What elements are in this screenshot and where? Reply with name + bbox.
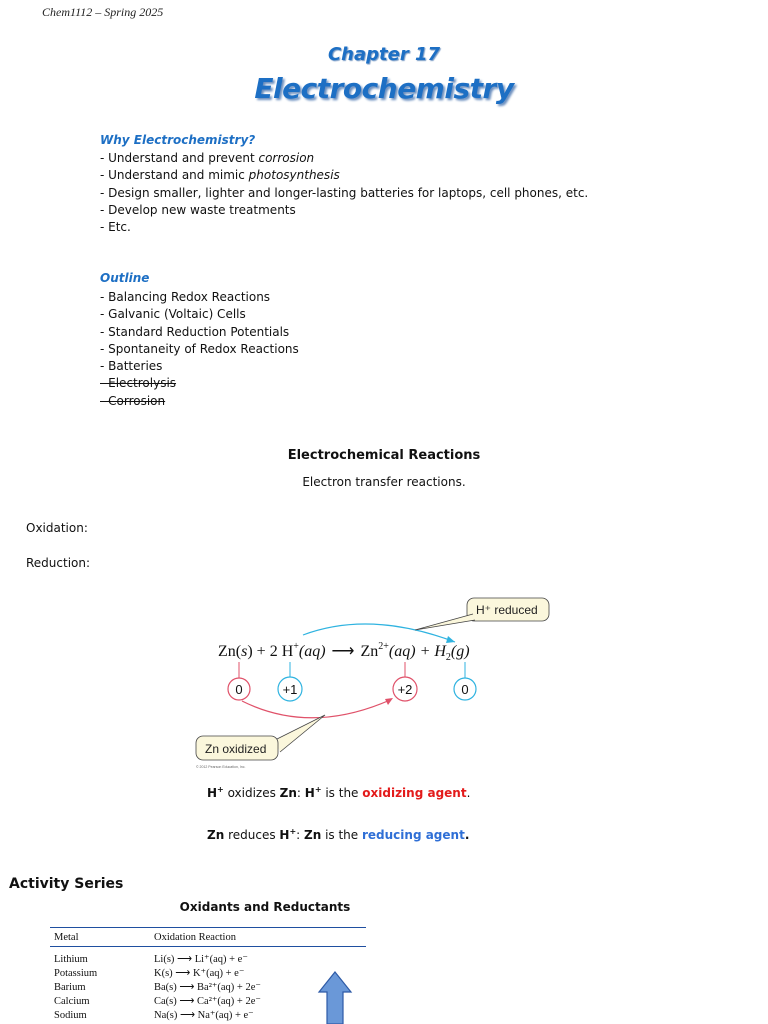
ox-state: 0 <box>235 682 243 697</box>
oxidizing-agent-statement: H+ oxidizes Zn: H+ is the oxidizing agent. <box>207 785 471 800</box>
why-item: - Develop new waste treatments <box>100 202 296 217</box>
outline-item: - Standard Reduction Potentials <box>100 324 290 339</box>
page-title: Electrochemistry <box>254 72 514 105</box>
why-item: - Understand and prevent corrosion <box>100 151 315 165</box>
why-item: - Design smaller, lighter and longer-lasting batteries for laptops, cell phones, etc. <box>100 185 589 200</box>
reaction-cell: Ca(s) ⟶ Ca²⁺(aq) + 2e⁻ <box>154 996 261 1007</box>
outline-heading: Outline <box>100 271 150 285</box>
metal-cell: Lithium <box>54 954 88 965</box>
outline-item: - Spontaneity of Redox Reactions <box>100 341 299 356</box>
zn-oxidized-pointer <box>275 715 325 752</box>
outline-item: - Batteries <box>100 359 163 374</box>
activity-series-heading: Activity Series <box>9 876 124 892</box>
metal-cell: Sodium <box>54 1010 87 1021</box>
h-reduced-pointer <box>415 614 475 630</box>
column-header-metal: Metal <box>50 928 150 947</box>
why-heading: Why Electrochemistry? <box>100 133 256 147</box>
outline-list <box>100 289 299 410</box>
table-header-row <box>50 928 366 947</box>
why-item: - Etc. <box>100 220 131 235</box>
why-item: - Understand and mimic photosynthesis <box>100 168 340 183</box>
redox-figure <box>190 590 538 775</box>
reaction-cell: Ba(s) ⟶ Ba²⁺(aq) + 2e⁻ <box>154 982 261 993</box>
redox-equation: Zn(s) + 2 H+(aq) ⟶ $Zn^{2+}(aq) + H_2(g)$ <box>218 641 470 663</box>
reduction-arrowhead <box>446 636 455 643</box>
metal-cell: Barium <box>54 982 86 993</box>
ox-state: 0 <box>461 682 469 697</box>
figure-copyright: © 2012 Pearson Education, Inc. <box>196 765 246 769</box>
activity-table-title: Oxidants and Reductants <box>179 900 351 914</box>
outline-item-struck: - Corrosion <box>100 393 166 408</box>
course-header: Chem1112 – Spring 2025 <box>42 5 164 19</box>
chapter-label: Chapter 17 <box>327 44 441 65</box>
oxidation-label: Oxidation: <box>26 521 88 535</box>
ox-state: +2 <box>397 682 413 697</box>
h-reduced-text: H⁺ reduced <box>476 603 538 617</box>
ox-state: +1 <box>282 682 298 697</box>
reactions-subtitle: Electron transfer reactions. <box>302 475 466 489</box>
outline-item: - Balancing Redox Reactions <box>100 290 271 304</box>
reduction-label: Reduction: <box>26 556 91 570</box>
zn-oxidized-text: Zn oxidized <box>205 742 267 756</box>
reaction-cell: K(s) ⟶ K⁺(aq) + e⁻ <box>154 968 245 979</box>
reaction-cell: Li(s) ⟶ Li⁺(aq) + e⁻ <box>154 954 248 965</box>
outline-item-struck: - Electrolysis <box>100 376 177 391</box>
reaction-cell: Na(s) ⟶ Na⁺(aq) + e⁻ <box>154 1010 254 1021</box>
column-header-reaction: Oxidation Reaction <box>150 928 366 947</box>
metal-cell: Potassium <box>54 968 98 979</box>
table-row <box>50 953 366 967</box>
reducing-strength-arrow-icon <box>316 970 354 1024</box>
oxidation-arrow <box>242 700 390 718</box>
why-list <box>100 150 588 236</box>
reducing-agent-statement: Zn reduces H+: Zn is the reducing agent. <box>207 827 470 842</box>
reactions-heading: Electrochemical Reactions <box>287 448 481 463</box>
outline-item: - Galvanic (Voltaic) Cells <box>100 307 246 322</box>
metal-cell: Calcium <box>54 996 90 1007</box>
